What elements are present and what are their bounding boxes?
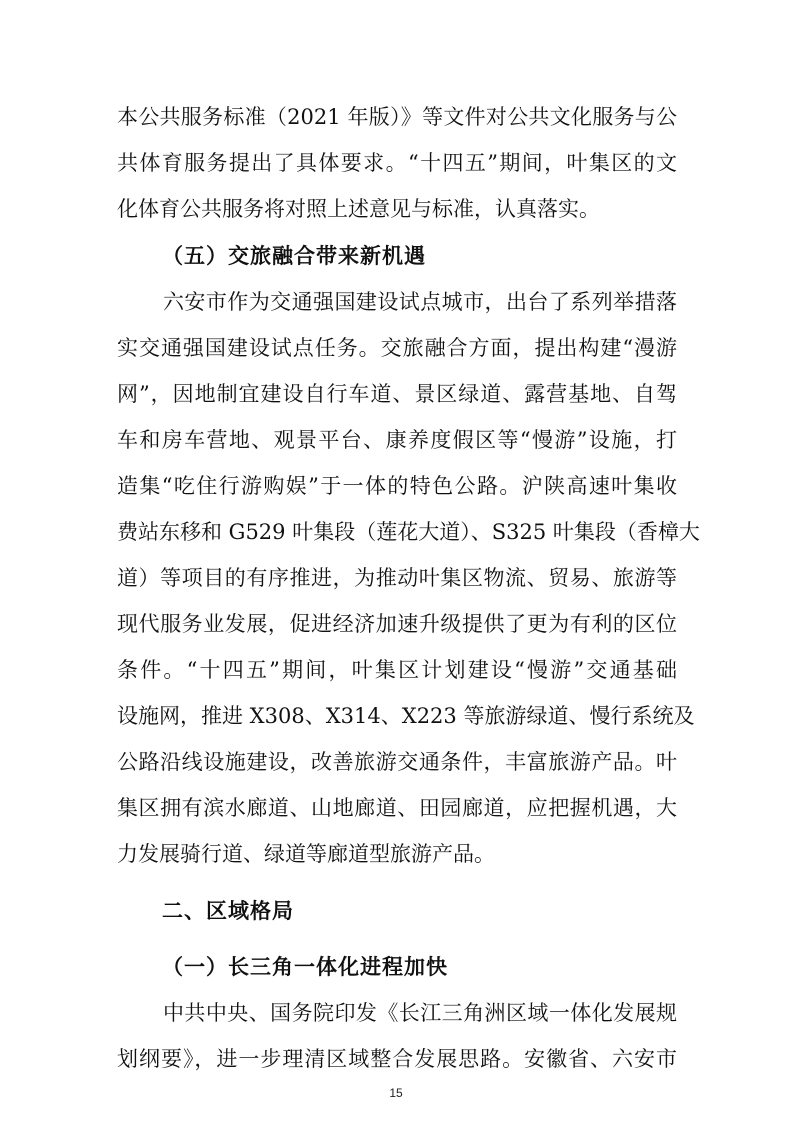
chapter-heading: 二、区域格局 — [162, 898, 294, 923]
body-text-line: 现代服务业发展，促进经济加速升级提供了更为有利的区位 — [117, 612, 677, 636]
section-heading-5: （五）交旅融合带来新机遇 — [162, 243, 426, 268]
body-text-line: 力发展骑行道、绿道等廊道型旅游产品。 — [117, 842, 495, 866]
section-heading-1: （一）长三角一体化进程加快 — [162, 954, 448, 979]
body-text-line: 网”，因地制宜建设自行车道、景区绿道、露营基地、自驾 — [117, 382, 677, 406]
body-text-line: 车和房车营地、观景平台、康养度假区等“慢游”设施，打 — [117, 428, 677, 452]
body-text-line: 条件。“十四五”期间，叶集区计划建设“慢游”交通基础 — [117, 658, 677, 682]
body-text-line: 实交通强国建设试点任务。交旅融合方面，提出构建“漫游 — [117, 336, 677, 360]
paragraph-first-line: 六安市作为交通强国建设试点城市，出台了系列举措落 — [163, 290, 677, 314]
body-text-line: 集区拥有滨水廊道、山地廊道、田园廊道，应把握机遇，大 — [117, 796, 677, 820]
body-text-line: 划纲要》，进一步理清区域整合发展思路。安徽省、六安市 — [117, 1047, 677, 1071]
body-text-line: 公路沿线设施建设，改善旅游交通条件，丰富旅游产品。叶 — [117, 750, 677, 774]
body-text-line: 道）等项目的有序推进，为推动叶集区物流、贸易、旅游等 — [117, 566, 677, 590]
body-text-line: 共体育服务提出了具体要求。“十四五”期间，叶集区的文 — [117, 151, 677, 175]
body-text-line: 造集“吃住行游购娱”于一体的特色公路。沪陕高速叶集收 — [117, 474, 677, 498]
body-text-line: 化体育公共服务将对照上述意见与标准，认真落实。 — [117, 197, 600, 221]
body-text-line: 费站东移和 G529 叶集段（莲花大道）、S325 叶集段（香樟大 — [117, 520, 700, 544]
paragraph-first-line: 中共中央、国务院印发《长江三角洲区域一体化发展规 — [163, 1001, 677, 1025]
page-number: 15 — [389, 1086, 403, 1100]
body-text-line: 本公共服务标准（2021 年版）》等文件对公共文化服务与公 — [117, 105, 677, 129]
body-text-line: 设施网，推进 X308、X314、X223 等旅游绿道、慢行系统及 — [117, 704, 695, 728]
